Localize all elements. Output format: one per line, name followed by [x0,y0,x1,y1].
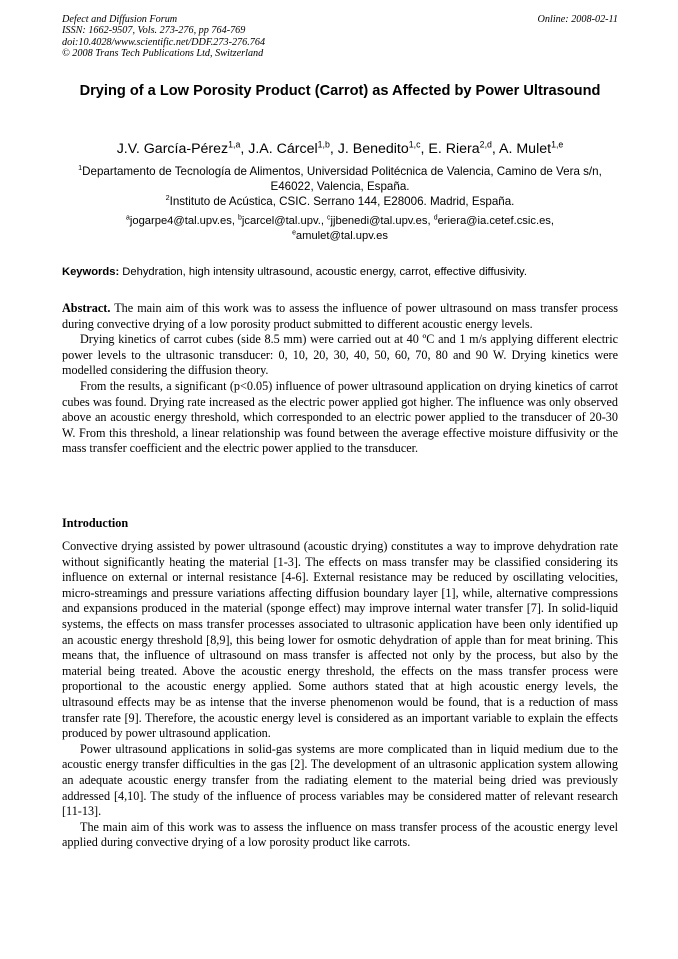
author: J.V. García-Pérez$^{1,a}$, [116,139,249,157]
section-heading-introduction: Introduction [62,516,129,530]
email-link[interactable]: jcarcel@tal.upv., [241,215,328,227]
journal-header [62,14,618,60]
keywords-text: Dehydration, high intensity ultrasound, acoustic energy, carrot, effective diffusivity. [119,266,527,278]
introduction-section [62,539,618,851]
affiliation-1: $^1$Departamento de Tecnología de Alimentos, Universidad Politécnica de Valencia, Camino de Vera s/n, E46022, Valencia, España. [78,163,602,193]
keywords-label: Keywords: [62,266,120,278]
abstract-paragraph: Abstract. The main aim of this work was to assess the influence of power ultrasound on mass transfer process during convective drying of a low porosity product submitted to different acoustic energy levels. [62,301,618,331]
author: J.A. Cárcel$^{1,b}$, [248,139,338,157]
email-link[interactable]: eriera@ia.cetef.csic.es, [437,215,554,227]
doi-line: doi:10.4028/www.scientific.net/DDF.273-276.764 [62,36,266,48]
email-link[interactable]: jjbenedi@tal.upv.es, [330,215,434,227]
issn-line: ISSN: 1662-9507, Vols. 273-276, pp 764-769 [62,25,246,37]
keywords [62,265,618,279]
email-link[interactable]: amulet@tal.upv.es [295,230,388,242]
abstract-paragraph: From the results, a significant (p<0.05) influence of power ultrasound application on drying kinetics of carrot cubes was found. Drying rate increased as the electric power applied got higher. The influence was only observed above an acoustic energy threshold, which corresponded to an electric power applied to the transducer of 20-30 W. From this threshold, a linear relationship was found between the average effective moisture diffusivity or the mass transfer coefficient and the electric power applied to the transducer. [62,378,618,456]
author: J. Benedito$^{1,c}$, [337,139,429,157]
email-list: $^a$jogarpe4@tal.upv.es, $^b$jcarcel@tal.upv., $^c$jjbenedi@tal.upv.es, $^d$eriera@ia.cetef.csic.es, $^e$amulet@tal.upv.es [126,214,554,242]
paper-title: Drying of a Low Porosity Product (Carrot) as Affected by Power Ultrasound [79,83,601,99]
copyright-line: © 2008 Trans Tech Publications Ltd, Switzerland [62,48,264,60]
abstract-section [62,301,618,457]
author: A. Mulet$^{1,e}$ [499,139,564,157]
body-paragraph: The main aim of this work was to assess the influence on mass transfer process of the acoustic energy level applied during convective drying of a low porosity product like carrots. [62,819,618,850]
affiliation-2: $^2$Instituto de Acústica, CSIC. Serrano 144, E28006. Madrid, España. [165,193,515,208]
body-paragraph: Power ultrasound applications in solid-gas systems are more complicated than in liquid medium due to the acoustic energy transfer difficulties in the gas [2]. The development of an ultrasonic application system allowing an adequate acoustic energy transfer from the radiating element to the material being dried was previously addressed [4,10]. The study of the influence of process variables may be considered matter of relevant research [11-13]. [62,741,618,819]
abstract-paragraph: Drying kinetics of carrot cubes (side 8.5 mm) were carried out at 40 ºC and 1 m/s applying different electric power levels to the ultrasonic transducer: 0, 10, 20, 30, 40, 50, 60, 70, 80 and 90 W. Drying kinetics were modelled considering the diffusion theory. [62,332,618,378]
author-list [62,140,618,158]
email-link[interactable]: jogarpe4@tal.upv.es, [129,215,239,227]
abstract-label: Abstract. [62,301,111,315]
online-date: Online: 2008-02-11 [537,14,618,25]
author: E. Riera$^{2,d}$, [428,139,500,157]
body-paragraph: Convective drying assisted by power ultrasound (acoustic drying) constitutes a way to improve dehydration rate without significantly heating the material [1-3]. The effects on mass transfer may be classified considering its influence on external or internal resistance [4-6]. External resistance may be reduced by oscillating velocities, micro-streamings and pressure variations affecting diffusion boundary layer [1], while, alternative compressions and expansions produced in the material (sponge effect) may improve internal water transfer [7]. In solid-liquid systems, the effects on mass transfer processes associated to ultrasonic application have been only identified up an acoustic energy threshold [8,9], this being lower for osmotic dehydration of apple than for meat brining. This means that, the influence of ultrasound on mass transfer is affected not only by the process, but also by the material being treated. Above the acoustic energy threshold, the effects on the mass transfer process were proportional to the acoustic energy applied. Some authors stated that at high acoustic energy levels, the ultrasound effects may be as intense that the inverse phenomenon would be found, that is a reduction of mass transfer rate [9]. Therefore, the acoustic energy level is considered as an important variable to explain the effects produced by power ultrasound application. [62,539,618,741]
journal-name: Defect and Diffusion Forum [62,14,178,25]
